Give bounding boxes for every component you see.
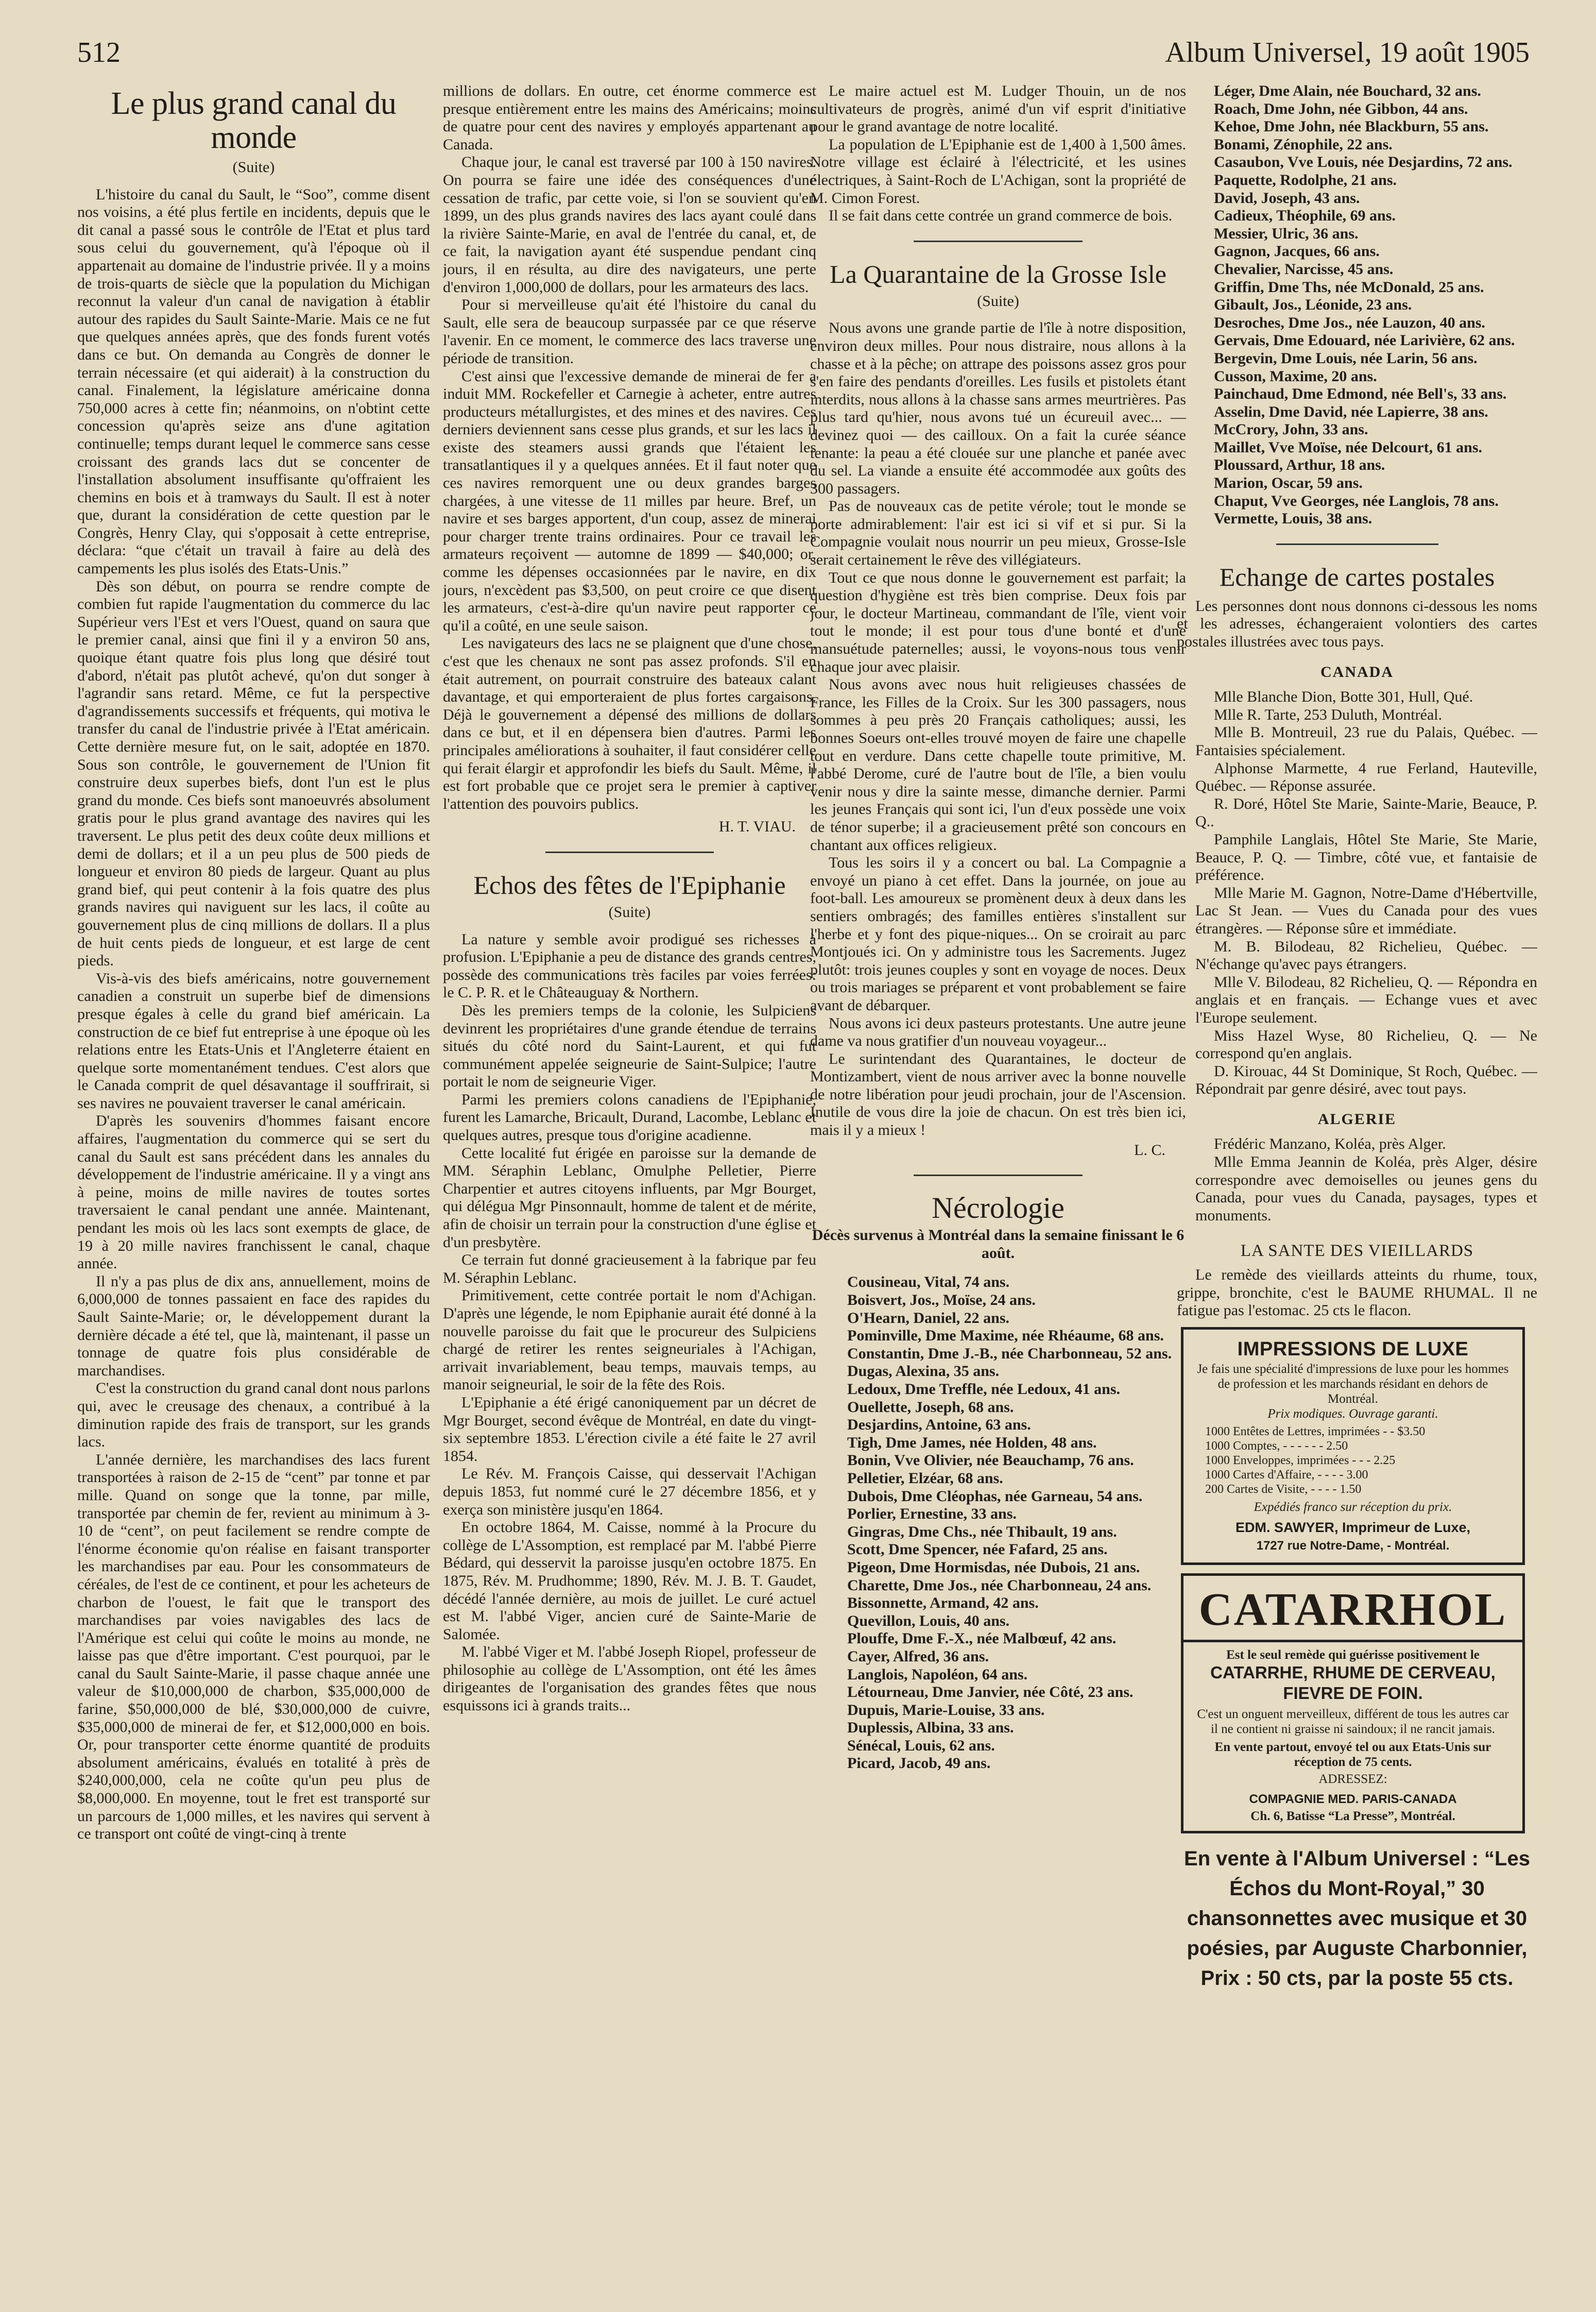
price-row: 1000 Cartes d'Affaire, - - - - 3.00	[1205, 1468, 1368, 1482]
paragraph: Parmi les premiers colons canadiens de l'Epiphanie, furent les Lamarche, Bricault, Durand, Lacombe, Leblanc et quelques autres, presque tous d'origine acadienne.	[443, 1091, 816, 1144]
page-header	[77, 30, 1530, 71]
list-item: McCrory, John, 33 ans.	[1214, 421, 1368, 438]
list-item: Chaput, Vve Georges, née Langlois, 78 ans.	[1214, 492, 1499, 509]
list-item: David, Joseph, 43 ans.	[1214, 189, 1360, 207]
list-item: Cousineau, Vital, 74 ans.	[847, 1273, 1010, 1291]
list-item: Duplessis, Albina, 33 ans.	[847, 1719, 1014, 1737]
ad-vente: En vente partout, envoyé tel ou aux Etats-Unis sur réception de 75 cents.	[1214, 1740, 1491, 1769]
signature: H. T. VIAU.	[718, 818, 796, 836]
publication-title: Album Universel, 19 août 1905	[1165, 37, 1530, 69]
list-item: R. Doré, Hôtel Ste Marie, Sainte-Marie, Beauce, P. Q..	[1195, 795, 1537, 830]
list-item: Cayer, Alfred, 36 ans.	[847, 1647, 989, 1665]
suite-label: (Suite)	[608, 903, 651, 921]
list-item: Pamphile Langlais, Hôtel Ste Marie, Ste Marie, Beauce, P. Q. — Timbre, côté vue, et fantaisie de préférence.	[1195, 830, 1537, 884]
paragraph: Nous avons une grande partie de l'île à notre disposition, environ deux milles. Pour nous distraire, nous allons à la chasse et à la pêche; on attrape des poissons assez gros pour s'en faire des pendants d'oreilles. Les fusils et pistolets étant interdits, nous allons à la chasse sans armes meurtrières. Pas plus tard qu'hier, nous avons tué un écureuil avec... — devinez quoi — des cailloux. On a fait la curée séance tenante: la peau a été clouée sur une planche et panée avec du sel. La viande a ensuite été accommodée aux goûts des 300 passagers.	[810, 319, 1186, 497]
paragraph: millions de dollars. En outre, cet énorme commerce est presque entièrement entre les mains des Américains; moins de quatre pour cent des navires y employés appartenant au Canada.	[443, 82, 816, 153]
list-item: Ledoux, Dme Treffle, née Ledoux, 41 ans.	[847, 1381, 1120, 1398]
list-item: Alphonse Marmette, 4 rue Ferland, Hauteville, Québec. — Réponse assurée.	[1195, 759, 1537, 795]
list-item: Plouffe, Dme F.-X., née Malbœuf, 42 ans.	[847, 1630, 1117, 1647]
paragraph: Tous les soirs il y a concert ou bal. La Compagnie a envoyé un piano à cet effet. Dans la journée, on joue au foot-ball. Les amoureux se promènent deux à deux dans les sentiers ombragés; des familles entières s'installent sur l'herbe et y font des pique-niques... On se croirait au parc Montjoués ici. On y administre tous les Sacrements. Jugez plutôt: trois jeunes couples y sont en voyage de noces. Deux ou trois mariages se préparent et vont probablement se faire avant de débarquer.	[810, 854, 1186, 1014]
list-item: Létourneau, Dme Janvier, née Côté, 23 ans.	[847, 1684, 1134, 1701]
paragraph: Le surintendant des Quarantaines, le docteur de Montizambert, vient de nous arriver avec la bonne nouvelle de notre libération pour jeudi prochain, jour de l'Ascension. Inutile de vous dire la joie de chacun. On est très bien ici, mais il y a mieux !	[810, 1050, 1186, 1139]
list-item: M. B. Bilodeau, 82 Richelieu, Québec. — N'échange qu'avec pays étrangers.	[1195, 938, 1537, 973]
column-3	[810, 82, 1186, 2298]
ad-adresse-label: ADRESSEZ:	[1318, 1772, 1387, 1786]
list-item: Griffin, Dme Ths, née McDonald, 25 ans.	[1214, 278, 1484, 296]
list-item: Vermette, Louis, 38 ans.	[1214, 510, 1372, 528]
suite-label: (Suite)	[232, 159, 275, 176]
paragraph: Pour si merveilleuse qu'ait été l'histoire du canal du Sault, elle sera de beaucoup surpassée par ce que réserve l'avenir. En ce moment, le commerce des lacs traverse une période de transition.	[443, 296, 816, 367]
paragraph: L'Epiphanie a été érigé canoniquement par un décret de Mgr Bourget, second évêque de Montréal, en date du vingt-six septembre 1853. L'érection civile a été faite le 27 avril 1854.	[443, 1393, 816, 1465]
necrologie-list	[810, 1273, 1186, 1773]
list-item: Cadieux, Théophile, 69 ans.	[1214, 207, 1396, 225]
paragraph: Il se fait dans cette contrée un grand commerce de bois.	[829, 207, 1173, 225]
article-title-epiphanie: Echos des fêtes de l'Epiphanie	[473, 870, 786, 899]
list-item: Mlle R. Tarte, 253 Duluth, Montréal.	[1214, 706, 1443, 723]
list-item: Bonin, Vve Olivier, née Beauchamp, 76 ans.	[847, 1452, 1134, 1469]
ad-sub: Prix modiques. Ouvrage garanti.	[1267, 1406, 1438, 1421]
article-title-quarantaine: La Quarantaine de la Grosse Isle	[830, 259, 1166, 288]
page-number: 512	[77, 37, 121, 69]
list-item: Picard, Jacob, 49 ans.	[847, 1755, 991, 1772]
ad-text: C'est un onguent merveilleux, différent de tous les autres car il ne contient ni graisse ni saindoux; il ne rancit jamais.	[1197, 1707, 1509, 1736]
list-item: Casaubon, Vve Louis, née Desjardins, 72 ans.	[1214, 154, 1513, 171]
list-item: Bergevin, Dme Louis, née Larin, 56 ans.	[1214, 349, 1478, 367]
price-row: 1000 Entêtes de Lettres, imprimées - - $3.50	[1205, 1424, 1426, 1438]
list-item: Painchaud, Dme Edmond, née Bell's, 33 ans.	[1214, 385, 1507, 403]
list-item: Porlier, Ernestine, 33 ans.	[847, 1505, 1017, 1523]
list-item: Bissonnette, Armand, 42 ans.	[847, 1594, 1039, 1612]
list-item: Ouellette, Joseph, 68 ans.	[847, 1398, 1014, 1416]
list-item: Paquette, Rodolphe, 21 ans.	[1214, 171, 1397, 189]
necrologie-title: Nécrologie	[932, 1191, 1065, 1225]
list-item: Sénécal, Louis, 62 ans.	[847, 1737, 995, 1754]
list-item: Asselin, Dme David, née Lapierre, 38 ans.	[1214, 403, 1488, 420]
paragraph: Vis-à-vis des biefs américains, notre gouvernement canadien a construit un superbe bief de dimensions presque égales à celle du grand bief américain. La construction de ce bief fut entreprise à une époque où les relations entre les Etats-Unis et l'Angleterre étaient en quelque sorte momentanément tendues. C'est alors que le Canada comprit de quel désavantage il souffrirait, si ses navires ne pouvaient traverser le canal américain.	[77, 970, 430, 1112]
ad-line: Est le seul remède qui guérisse positivement le	[1226, 1648, 1480, 1662]
paragraph: En octobre 1864, M. Caisse, nommé à la Procure du collège de L'Assomption, est remplacé par M. l'abbé Pierre Bédard, qui desservit la paroisse jusqu'en octobre 1875. En 1875, Rév. M. Prudhomme; 1890, Rév. M. J. B. T. Gaudet, décédé l'année dernière, au mois de juillet. Le curé actuel est M. l'abbé Viger, ancien curé de Sainte-Marie de Salomée.	[443, 1519, 816, 1643]
column-2	[443, 82, 816, 2298]
column-1	[77, 82, 430, 2298]
paragraph: Chaque jour, le canal est traversé par 100 à 150 navires. On pourra se faire une idée des conséquences d'une cessation de trafic, par cette voie, si l'on se souvient qu'en 1899, un des plus grands navires des lacs ayant coulé dans la rivière Sainte-Marie, en aval de l'entrée du canal, et, de ce fait, la navigation ayant été suspendue pendant cinq jours, il en résulta, au dire des navigateurs, une perte d'environ 1,000,000 de dollars, pour les armateurs des lacs.	[443, 154, 816, 296]
list-item: Desroches, Dme Jos., née Lauzon, 40 ans.	[1214, 314, 1485, 331]
ad-franco: Expédiés franco sur réception du prix.	[1254, 1500, 1452, 1514]
paragraph: Tout ce que nous donne le gouvernement est parfait; la question d'hygiène est très bien comprise. Deux fois par jour, le docteur Martineau, commandant de l'île, vient voir tout le monde; il est pour tous d'une bonté et d'une mansuétude paternelles; aussi, le voyons-nous tous venir chaque jour avec plaisir.	[810, 569, 1186, 675]
list-item: Mlle Blanche Dion, Botte 301, Hull, Qué.	[1214, 688, 1473, 706]
ad-name: EDM. SAWYER, Imprimeur de Luxe,	[1235, 1519, 1471, 1535]
necrologie-list-continued	[1177, 82, 1537, 528]
paragraph: Il n'y a pas plus de dix ans, annuellement, moins de 6,000,000 de tonnes passaient en face des rapides du Sault Sainte-Marie; or, le développement durant la dernière décade a été tel, que là, maintenant, il passe un tonnage de quatre fois plus considérable de marchandises.	[77, 1272, 430, 1379]
list-item: Mlle Marie M. Gagnon, Notre-Dame d'Hébertville, Lac St Jean. — Vues du Canada pour des vues étrangères. — Réponse sûre et immédiate.	[1195, 884, 1537, 937]
paragraph: M. l'abbé Viger et M. l'abbé Joseph Riopel, professeur de philosophie au collège de L'Assomption, ont été les âmes dirigeantes de l'organisation des grandes fêtes que nous esquissons ici à grands traits...	[443, 1643, 816, 1714]
paragraph: Nous avons ici deux pasteurs protestants. Une autre jeune dame va nous gratifier d'un nouveau voyageur...	[810, 1014, 1186, 1050]
column-4	[1177, 82, 1537, 2298]
list-item: Ploussard, Arthur, 18 ans.	[1214, 456, 1385, 474]
list-item: Miss Hazel Wyse, 80 Richelieu, Q. — Ne correspond qu'en anglais.	[1195, 1027, 1537, 1062]
algerie-label: ALGERIE	[1317, 1110, 1397, 1128]
article-title-canal: Le plus grand canal du monde	[111, 86, 397, 155]
paragraph: C'est la construction du grand canal dont nous parlons qui, avec le creusage des chenaux, a contribué à la diminution rapide des frais de transport, sur les grands lacs.	[77, 1380, 430, 1451]
list-item: Bonami, Zénophile, 22 ans.	[1214, 135, 1393, 153]
list-item: Scott, Dme Spencer, née Fafard, 25 ans.	[847, 1541, 1108, 1558]
paragraph: D'après les souvenirs d'hommes faisant encore affaires, l'augmentation du commerce qui se sert du canal du Sault est sans précédent dans les annales du développement de l'industrie américaine. Il y a vingt ans à peine, moins de mille navires de toutes sortes traversaient le canal pendant une année. Maintenant, pendant les mois où les lacs sont exempts de glace, de 19 à 20 mille navires franchissent le canal, chaque année.	[77, 1112, 430, 1272]
price-row: 1000 Comptes, - - - - - - 2.50	[1205, 1439, 1348, 1453]
cartes-postales-title: Echange de cartes postales	[1219, 562, 1495, 591]
list-item: Mlle V. Bilodeau, 82 Richelieu, Q. — Répondra en anglais et en français. — Echange vues et avec l'Europe seulement.	[1195, 973, 1537, 1026]
paragraph: Le Rév. M. François Caisse, qui desservait l'Achigan depuis 1853, fut nommé curé le 27 décembre 1856, et y exerça son ministère jusqu'en 1864.	[443, 1465, 816, 1518]
ad-price-table	[1205, 1424, 1511, 1497]
divider	[1276, 543, 1438, 545]
list-item: Gagnon, Jacques, 66 ans.	[1214, 243, 1380, 260]
list-item: O'Hearn, Daniel, 22 ans.	[847, 1309, 1010, 1327]
signature: L. C.	[1134, 1141, 1165, 1159]
divider	[545, 852, 713, 853]
list-item: Léger, Dme Alain, née Bouchard, 32 ans.	[1214, 82, 1481, 99]
list-item: Pigeon, Dme Hormisdas, née Dubois, 21 ans.	[847, 1558, 1140, 1576]
ad-company: COMPAGNIE MED. PARIS-CANADA	[1249, 1792, 1457, 1806]
list-item: Quevillon, Louis, 40 ans.	[847, 1612, 1010, 1629]
paragraph: L'histoire du canal du Sault, le “Soo”, comme disent nos voisins, a été plus fertile en incidents, depuis que le dit canal a passé sous le contrôle de l'Etat et plus tard sous celui du gouvernement, qu'à l'époque où il appartenait au domaine de l'industrie privée. Il y a moins de trois-quarts de siècle que la population du Michigan reconnut la valeur d'un canal de navigation à établir autour des rapides du Sault Sainte-Marie. Mais ce ne fut que quelques années après, que des fonds furent votés dans ce but. On demanda au Congrès de donner le terrain nécessaire (et qui aiderait) à la construction du canal. Finalement, la législature américaine donna 750,000 acres à cette fin; néanmoins, on n'obtint cette concession qu'après seize ans d'une agitation continuelle; temps durant lequel le commerce sans cesse croissant des grands lacs dut se concenter de l'installation absolument insuffisante qu'offraient les chemins en bois et à tramways du Sault. Il est à noter que, durant la considération de cette question par le Congrès, Henry Clay, qui s'opposait à cette entreprise, déclara: “que c'était un travail à faire au delà des campements les plus isolés des Etats-Unis.”	[77, 185, 430, 577]
ad-title: IMPRESSIONS DE LUXE	[1237, 1338, 1469, 1360]
list-item: Messier, Ulric, 36 ans.	[1214, 225, 1359, 242]
ad-heading: CATARRHE, RHUME DE CERVEAU, FIEVRE DE FOIN.	[1210, 1663, 1496, 1703]
list-item: Desjardins, Antoine, 63 ans.	[847, 1416, 1031, 1434]
ad-address: 1727 rue Notre-Dame, - Montréal.	[1256, 1539, 1450, 1553]
list-item: Tigh, Dme James, née Holden, 48 ans.	[847, 1434, 1097, 1451]
ad-catarrhol	[1181, 1573, 1525, 1833]
list-item: Gervais, Dme Edouard, née Larivière, 62 ans.	[1214, 332, 1515, 349]
paragraph: Pas de nouveaux cas de petite vérole; tout le monde se porte admirablement: l'air est ici si vif et si pur. Si la Compagnie voulait nous nourrir un peu mieux, Grosse-Isle serait certainement le rêve des villégiateurs.	[810, 498, 1186, 569]
paragraph: Ce terrain fut donné gracieusement à la fabrique par feu M. Séraphin Leblanc.	[443, 1251, 816, 1286]
paragraph: Le maire actuel est M. Ludger Thouin, un de nos cultivateurs de progrès, animé d'un vif esprit d'initiative pour le grand avantage de notre localité.	[810, 82, 1186, 135]
paragraph: Dès son début, on pourra se rendre compte de combien fut rapide l'augmentation du commerce du lac Supérieur vers l'Est et vers l'Ouest, quand on saura que le premier canal, ainsi que fini il y a environ 50 ans, quoique étant quatre fois plus long que désiré tout d'abord, n'était pas plutôt achevé, qu'on dut songer à l'agrandir sans retard. Même, ce fut la perspective d'agrandissements successifs et fréquents, qui motiva le transfer du canal de l'industrie privée à l'Etat américain. Cette dernière mesure fut, on le sait, adoptée en 1870. Sous son contrôle, le gouvernement de l'Union fit construire deux superbes biefs, dont l'un est le plus grand du monde. Ces biefs sont manoeuvrés absolument gratis pour le plus grand avantage des navires qui les traversent. Le plus petit des deux coûte deux millions et demi de dollars; et il a un peu plus de 500 pieds de longueur et environ 80 pieds de largeur. Quant au plus grand bief, qui peut contenir à la fois quatre des plus grands navires qui naviguent sur les lacs, il coûte au gouvernement plus de cinq millions de dollars. Il a plus de huit cents pieds de longueur, et est large de cent pieds.	[77, 577, 430, 970]
paragraph: Cette localité fut érigée en paroisse sur la demande de MM. Séraphin Leblanc, Omulphe Pelletier, Pierre Charpentier et autres citoyens influents, par Mgr Bourget, qui délégua Mgr Pinsonnault, homme de talent et de mérite, afin de choisir un terrain pour la construction d'une église et d'un presbytère.	[443, 1144, 816, 1251]
list-item: Cusson, Maxime, 20 ans.	[1214, 367, 1377, 385]
paragraph: Les navigateurs des lacs ne se plaignent que d'une chose, c'est que les chenaux ne sont pas assez profonds. S'il en était autrement, on pourrait construire des bateaux calant davantage, et qui emporteraient de plus fortes cargaisons. Déjà le gouvernement a dépensé des millions de dollars dans ce but, et il en dépensera bien d'autres. Parmi les principales améliorations à souhaiter, il faut considérer celle qui ferait élargir et approfondir les biefs du Sault. Même, il est fort probable que ce projet sera le premier à captiver l'attention des pouvoirs publics.	[443, 635, 816, 812]
paragraph: Primitivement, cette contrée portait le nom d'Achigan. D'après une légende, le nom Epiphanie aurait été donné à la nouvelle paroisse du fait que le procureur des Sulpiciens chargé de retirer les rentes seigneuriales à l'Achigan, arrivait invariablement, beau temps, mauvais temps, au manoir seigneurial, le soir de la fête des Rois.	[443, 1287, 816, 1393]
paragraph: C'est ainsi que l'excessive demande de minerai de fer a induit MM. Rockefeller et Carnegie à acheter, entre autres producteurs métallurgistes, et des mines et des navires. Ces derniers deviennent sans cesse plus grands, et sur les lacs il existe des steamers aussi grands que l'étaient les transatlantiques il y a quelques années. Et il faut noter que ces navires remorquent une ou deux grandes barges chargées, à une vitesse de 11 milles par heure. Bref, un navire et ses barges apportent, d'un coup, assez de minerai pour charger trente trains ordinaires. Pour ce travail les armateurs reçoivent — automne de 1899 — $40,000; or, comme les dépenses occasionnées par le navire, en dix jours, n'excèdent pas $3,500, on peut croire ce que disent les armateurs, c'est-à-dire qu'un navire peut rapporter ce qu'il a coûté, en une seule saison.	[443, 367, 816, 634]
list-item: Pominville, Dme Maxime, née Rhéaume, 68 ans.	[847, 1327, 1164, 1345]
ad-impressions-de-luxe	[1181, 1327, 1525, 1565]
list-item: Kehoe, Dme John, née Blackburn, 55 ans.	[1214, 118, 1489, 135]
list-item: Frédéric Manzano, Koléa, près Alger.	[1214, 1135, 1446, 1153]
ad-company-address: Ch. 6, Batisse “La Presse”, Montréal.	[1250, 1809, 1455, 1823]
cartes-intro: Les personnes dont nous donnons ci-dessous les noms et les adresses, échangeraient volontiers des cartes postales illustrées avec tous pays.	[1177, 597, 1537, 651]
list-item: Mlle B. Montreuil, 23 rue du Palais, Québec. — Fantaisies spécialement.	[1195, 724, 1537, 759]
canada-label: CANADA	[1320, 663, 1394, 681]
list-item: Charette, Dme Jos., née Charbonneau, 24 ans.	[847, 1576, 1152, 1594]
paragraph: Nous avons avec nous huit religieuses chassées de France, les Filles de la Croix. Sur les 300 passagers, nous sommes à peu près 20 Français catholiques; aussi, les bonnes Soeurs ont-elles trouvé moyen de faire une chapelle tout en verdure. Dans cette chapelle toute primitive, M. l'abbé Derome, curé de l'autre bout de l'île, a bien voulu venir nous y dire la sainte messe, dimanche dernier. Parmi les jeunes Français qui sont ici, l'un d'eux possède une voix de ténor superbe; il a gracieusement prêté son concours en chantant aux offices religieux.	[810, 676, 1186, 854]
list-item: Gibault, Jos., Léonide, 23 ans.	[1214, 296, 1412, 314]
list-item: Constantin, Dme J.-B., née Charbonneau, 52 ans.	[847, 1345, 1172, 1362]
list-item: Mlle Emma Jeannin de Koléa, près Alger, désire correspondre avec demoiselles ou jeunes gens du Canada, pour vues du Canada, paysages, types et monuments.	[1195, 1153, 1537, 1224]
paragraph: L'année dernière, les marchandises des lacs furent transportées à raison de 2-15 de “cent” par tonne et par mille. Quand on songe que la tonne, par mille, transportée par chemin de fer, revient au minimum à 3-10 de “cent”, on peut facilement se rendre compte de l'énorme économie qu'on réalise en faisant transporter les marchandises par eau. Pour les consommateurs de céréales, de l'est de ce continent, et pour les acheteurs de charbon de l'ouest, le fait que le transport des marchandises par voies navigables des lacs de l'Amérique est celui qui coûte le moins au monde, ne laisse pas que d'être important. C'est pourquoi, par le canal du Sault Sainte-Marie, il passe chaque année une valeur de $10,000,000 de charbon, $35,000,000 de farine, $50,000,000 de blé, $30,000,000 de cuivre, $35,000,000 de minerai de fer, et $12,000,000 en bois. Or, pour transporter cette énorme quantité de produits absolument américains, évalués en totalité à près de $240,000,000, cela ne coûte qu'un peu plus de $8,000,000. En moyenne, tout le fret est transporté sur un parcours de 1,000 milles, et les navires qui servent à ce transport ont coûté de vingt-cinq à trente	[77, 1451, 430, 1843]
ad-title: CATARRHOL	[1183, 1583, 1522, 1642]
list-item: Pelletier, Elzéar, 68 ans.	[847, 1469, 1003, 1487]
list-item: Roach, Dme John, née Gibbon, 44 ans.	[1214, 100, 1468, 117]
list-item: Boisvert, Jos., Moïse, 24 ans.	[847, 1291, 1036, 1309]
list-item: Langlois, Napoléon, 64 ans.	[847, 1665, 1028, 1683]
necrologie-subtitle: Décès survenus à Montréal dans la semaine finissant le 6 août.	[812, 1227, 1185, 1262]
sante-title: LA SANTE DES VIEILLARDS	[1240, 1242, 1474, 1261]
list-item: Maillet, Vve Moïse, née Delcourt, 61 ans.	[1214, 438, 1483, 456]
list-item: Dugas, Alexina, 35 ans.	[847, 1363, 1000, 1380]
sante-text: Le remède des vieillards atteints du rhume, toux, grippe, bronchite, c'est le BAUME RHUMAL. Il ne fatigue pas l'estomac. 25 cts le flacon.	[1177, 1266, 1537, 1319]
list-item: Dubois, Dme Cléophas, née Garneau, 54 ans.	[847, 1487, 1143, 1505]
list-item: Marion, Oscar, 59 ans.	[1214, 474, 1363, 492]
ad-intro: Je fais une spécialité d'impressions de luxe pour les hommes de profession et les marchands résidant en dehors de Montréal.	[1197, 1362, 1509, 1406]
divider	[914, 1175, 1083, 1176]
paragraph: La nature y semble avoir prodigué ses richesses à profusion. L'Epiphanie a peu de distance des grands centres, possède des communications très faciles par voies ferrées: le C. P. R. et le Châteauguay & Northern.	[443, 930, 816, 1001]
paragraph: La population de L'Epiphanie est de 1,400 à 1,500 âmes. Notre village est éclairé à l'électricité, et les usines électriques, à Saint-Roch de L'Achigan, sont la propriété de M. Cimon Forest.	[810, 135, 1186, 207]
vente-notice: En vente à l'Album Universel : “Les Échos du Mont-Royal,” 30 chansonnettes avec musique et 30 poésies, par Auguste Charbonnier, Prix : 50 cts, par la poste 55 cts.	[1184, 1847, 1530, 1990]
list-item: Gingras, Dme Chs., née Thibault, 19 ans.	[847, 1523, 1117, 1540]
suite-label: (Suite)	[977, 292, 1019, 310]
price-row: 200 Cartes de Visite, - - - - 1.50	[1205, 1482, 1362, 1496]
paragraph: Dès les premiers temps de la colonie, les Sulpiciens devinrent les propriétaires d'une grande étendue de terrains situés du côté nord du Saint-Laurent, et qui fut communément appelée seigneurie de Saint-Sulpice; l'autre portait le nom de seigneurie Viger.	[443, 1001, 816, 1091]
list-item: D. Kirouac, 44 St Dominique, St Roch, Québec. — Répondrait par genre désiré, avec tout pays.	[1195, 1062, 1537, 1098]
price-row: 1000 Enveloppes, imprimées - - - 2.25	[1205, 1453, 1396, 1467]
list-item: Dupuis, Marie-Louise, 33 ans.	[847, 1701, 1045, 1719]
divider	[914, 241, 1083, 242]
list-item: Chevalier, Narcisse, 45 ans.	[1214, 260, 1394, 278]
